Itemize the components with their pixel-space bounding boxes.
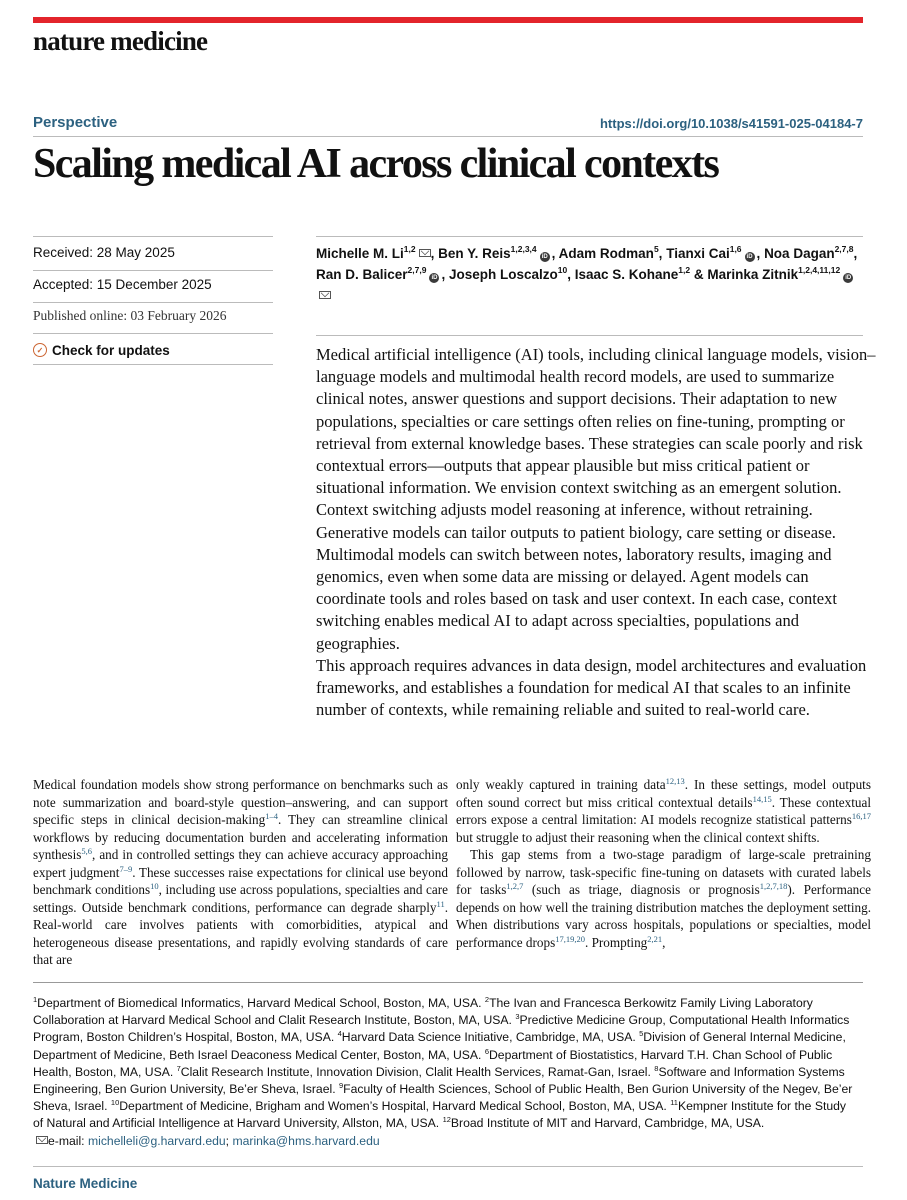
abstract-paragraph: This approach requires advances in data design, model architectures and evaluation frameworks, and establishes a foundation for medical AI that scales to an infinite number of contexts, while remaining reliable and suited to real-world care. — [316, 655, 867, 720]
author-affiliation: 5 — [653, 244, 659, 254]
body-text: . These contextual errors expose a central limitation: AI models recognize statistical patterns — [456, 794, 871, 827]
reference-link[interactable]: 14,15 — [752, 793, 772, 804]
crossmark-icon: ✓ — [33, 343, 47, 357]
dates-divider — [33, 270, 273, 271]
affiliation-number: 4 — [337, 1029, 342, 1039]
affiliation-number: 1 — [33, 995, 38, 1004]
author-name[interactable]: Noa Dagan — [764, 246, 835, 261]
affiliation-number: 3 — [515, 1012, 520, 1022]
author-separator: , — [551, 246, 559, 261]
abstract — [316, 344, 876, 721]
body-text: . In these settings, model outputs often sound correct but miss critical contextual details — [456, 777, 871, 810]
dates-divider — [33, 333, 273, 334]
dates-divider — [33, 302, 273, 303]
accepted-date: Accepted: 15 December 2025 — [33, 277, 212, 292]
article-type: Perspective — [33, 114, 118, 131]
author-affiliation: 2,7,9 — [407, 265, 427, 275]
orcid-icon[interactable]: iD — [431, 275, 438, 281]
author-name[interactable]: Marinka Zitnik — [707, 267, 799, 282]
reference-link[interactable]: 5,6 — [81, 846, 92, 856]
reference-link[interactable]: 1,2,7,18 — [759, 881, 788, 891]
reference-link[interactable]: 1,2,7 — [506, 881, 524, 891]
affiliation-text: Kempner Institute for the Study of Natural and Artificial Intelligence at Harvard University, Allston, MA, USA. — [33, 1099, 846, 1131]
orcid-icon[interactable]: iD — [541, 254, 548, 260]
check-for-updates-button[interactable] — [33, 340, 268, 360]
affiliation-number: 10 — [110, 1098, 120, 1108]
author-affiliation: 1,2 — [678, 265, 691, 275]
author-separator: , — [567, 267, 575, 282]
affiliation-number: 12 — [442, 1115, 451, 1125]
author-separator: , — [853, 246, 858, 261]
affiliation-text: The Ivan and Francesca Berkowitz Family Living Laboratory Collaboration at Harvard Medical School and Clalit Research Institute, Boston, MA, USA. — [33, 996, 813, 1028]
reference-link[interactable]: 1–4 — [265, 811, 278, 821]
doi-link[interactable]: https://doi.org/10.1038/s41591-025-04184-7 — [599, 116, 863, 131]
affiliation-number: 6 — [484, 1046, 489, 1056]
author-separator: , — [658, 246, 667, 261]
author-affiliation: 10 — [557, 265, 568, 275]
author-separator: & — [690, 267, 708, 282]
reference-link[interactable]: 7–9 — [119, 863, 133, 874]
received-date: Received: 28 May 2025 — [33, 245, 175, 260]
published-date: Published online: 03 February 2026 — [33, 308, 227, 323]
author-name[interactable]: Michelle M. Li — [316, 246, 404, 261]
body-text: , including use across populations, specialties and care settings. Outside benchmark conditions, performance can degrade sharply — [33, 882, 449, 915]
author-separator: , — [441, 267, 449, 282]
affiliation-text: Division of General Internal Medicine, Department of Medicine, Beth Israel Deaconess Medical Center, Boston, MA, USA. — [33, 1030, 846, 1062]
authors-divider — [316, 236, 863, 237]
author-name[interactable]: Tianxi Cai — [666, 246, 730, 261]
affiliation-text: Department of Biostatistics, Harvard T.H. Chan School of Public Health, Boston, MA, USA. — [33, 1047, 833, 1079]
affiliation-number: 7 — [176, 1063, 181, 1073]
body-text: This gap stems from a two-stage paradigm of large-scale pretraining followed by narrow, task-specific fine-tuning on datasets with curated labels for tasks — [456, 847, 871, 897]
author-separator: , — [756, 246, 765, 261]
abstract-divider — [316, 335, 863, 336]
body-text: . Prompting — [584, 934, 648, 950]
orcid-icon[interactable]: iD — [845, 275, 852, 281]
affiliation-text: Clalit Research Institute, Innovation Division, Clalit Health Services, Ramat-Gan, Israel. — [180, 1064, 655, 1079]
footnote-divider — [33, 982, 863, 983]
email-link[interactable]: marinka@hms.harvard.edu — [232, 1133, 380, 1148]
affiliation-number: 2 — [484, 995, 490, 1004]
dates-divider-top — [33, 236, 273, 237]
body-text: Medical foundation models show strong performance on benchmarks such as note summarization and board-style question–answering, and can support specific steps in clinical decision-making — [33, 777, 448, 827]
journal-logo: nature medicine — [33, 26, 208, 56]
affiliation-text: Broad Institute of MIT and Harvard, Cambridge, MA, USA. — [450, 1116, 765, 1131]
body-text: , — [662, 934, 666, 950]
affiliation-text: Department of Medicine, Brigham and Women’s Hospital, Harvard Medical School, Boston, MA, USA. — [119, 1099, 671, 1114]
footer-divider — [33, 1166, 863, 1167]
body-text: only weakly captured in training data — [456, 777, 666, 792]
orcid-icon[interactable]: iD — [746, 254, 753, 260]
affiliation-text: Software and Information Systems Engineering, Ben Gurion University, Be’er Sheva, Israel. — [33, 1064, 845, 1097]
author-name[interactable]: Ran D. Balicer — [316, 267, 408, 282]
affiliations — [33, 995, 853, 1150]
email-icon[interactable] — [419, 249, 431, 257]
journal-accent-bar — [33, 17, 863, 23]
author-affiliation: 1,2 — [403, 244, 416, 254]
author-name[interactable]: Joseph Loscalzo — [448, 267, 558, 282]
body-paragraph — [456, 776, 871, 846]
header-divider — [33, 136, 863, 137]
author-name[interactable]: Isaac S. Kohane — [574, 267, 679, 282]
author-affiliation: 1,2,3,4 — [510, 244, 537, 254]
reference-link[interactable]: 11 — [436, 898, 445, 909]
affiliation-text: Harvard Data Science Initiative, Cambridge, MA, USA. — [341, 1030, 640, 1045]
author-separator: , — [430, 246, 439, 261]
email-separator: ; — [225, 1133, 233, 1148]
abstract-paragraph: Medical artificial intelligence (AI) tools, including clinical language models, vision–language models and multimodal health record models, are used to summarize clinical notes, answer questions and support decisions. Their adaptation to new populations, specialties or care settings often relies on fine-tuning, prompting or retrieval from external knowledge bases. These strategies can scale poorly and risk contextual errors—outputs that appear plausible but miss critical patient or situational information. We envision context switching as an emergent solution. Context switching adjusts model reasoning at inference, without retraining. Generative models can tailor outputs to patient biology, care setting or disease. Multimodal models can switch between notes, laboratory results, imaging and genomics, even when some data are missing or delayed. Agent models can coordinate tools and roles based on task and user context. In each case, context switching enables medical AI to adapt across specialties, populations and geographies. — [316, 345, 876, 653]
affiliation-number: 8 — [654, 1063, 659, 1073]
body-paragraph — [33, 776, 448, 969]
body-text: , and in controlled settings they can achieve accuracy approaching expert judgment — [33, 847, 448, 880]
affiliation-text: Predictive Medicine Group, Computational Health Informatics Program, Boston Children’s Hospital, Boston, MA, USA. — [33, 1013, 850, 1045]
body-text: (such as triage, diagnosis or prognosis — [523, 882, 760, 897]
body-text: but struggle to adjust their reasoning when the clinical context shifts. — [456, 829, 820, 845]
email-icon — [36, 1136, 48, 1144]
author-affiliation: 1,6 — [729, 244, 742, 254]
author-list — [316, 243, 866, 306]
reference-link[interactable]: 17,19,20 — [555, 933, 585, 944]
dates-divider-bottom — [33, 364, 273, 365]
affiliation-number: 11 — [670, 1098, 678, 1108]
body-paragraph — [456, 846, 871, 951]
reference-link[interactable]: 10 — [150, 881, 159, 891]
body-text: . These successes raise expectations for clinical use beyond benchmark conditions — [33, 864, 448, 897]
body-column-left — [33, 776, 448, 969]
author-name[interactable]: Ben Y. Reis — [438, 246, 511, 261]
affiliation-text: Department of Biomedical Informatics, Harvard Medical School, Boston, MA, USA. — [37, 996, 485, 1010]
body-text: . Real-world care involves patients with comorbidities, atypical and heterogeneous disease presentations, and rapidly evolving standards of care that are — [33, 899, 448, 967]
affiliation-number: 5 — [639, 1029, 644, 1039]
email-link[interactable]: michelleli@g.harvard.edu — [87, 1133, 226, 1148]
check-for-updates-label: Check for updates — [52, 342, 170, 358]
author-affiliation: 2,7,8 — [834, 244, 854, 254]
body-column-right — [456, 776, 871, 951]
reference-link[interactable]: 16,17 — [851, 811, 871, 821]
affiliation-text: Faculty of Health Sciences, School of Public Health, Ben Gurion University of the Negev, Be’er Sheva, Israel. — [33, 1082, 853, 1114]
author-name[interactable]: Adam Rodman — [558, 246, 654, 261]
reference-link[interactable]: 2,21 — [647, 933, 663, 944]
body-text: ). Performance depends on how well the training distribution matches the deployment setting. When distributions vary across hospitals, populations or specialties, model performance drops — [456, 882, 871, 950]
article-title: Scaling medical AI across clinical contexts — [33, 141, 719, 187]
body-text: . They can streamline clinical workflows by reducing documentation burden and accelerating information synthesis — [33, 812, 448, 862]
reference-link[interactable]: 12,13 — [665, 776, 685, 786]
author-affiliation: 1,2,4,11,12 — [798, 265, 841, 275]
journal-footer: Nature Medicine — [33, 1176, 138, 1191]
email-label: e-mail: — [48, 1133, 88, 1148]
email-icon[interactable] — [319, 291, 331, 299]
affiliation-number: 9 — [338, 1081, 344, 1091]
